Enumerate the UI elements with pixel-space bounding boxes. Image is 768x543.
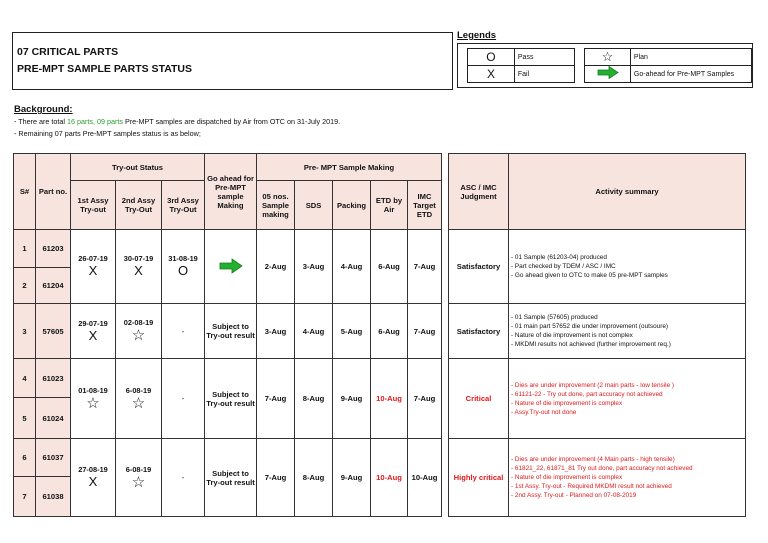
header-packing: Packing: [333, 181, 371, 230]
star-icon: ☆: [131, 473, 146, 491]
pass-mark: O: [177, 263, 189, 278]
header-nos: 05 nos. Sample making: [257, 181, 295, 230]
green-arrow-icon: [205, 230, 257, 304]
parts-status-table: [13, 153, 746, 517]
judgment: Satisfactory: [449, 304, 509, 359]
header-making: Pre- MPT Sample Making: [257, 154, 442, 181]
background-title: Background:: [14, 104, 73, 115]
pass-label: Pass: [514, 49, 574, 66]
title-line-2: PRE-MPT SAMPLE PARTS STATUS: [17, 63, 193, 75]
header-etd: ETD by Air: [371, 181, 408, 230]
judgment: Satisfactory: [449, 230, 509, 304]
header-goahead: Go ahead for Pre-MPT sample Making: [205, 154, 257, 230]
star-icon: ☆: [131, 327, 146, 344]
judgment: Critical: [449, 359, 509, 439]
table-row: 5 61024: [14, 398, 746, 439]
fail-mark: X: [134, 263, 143, 278]
table-row: 6 61037 27-08-19 X 6-08-19 ☆ - Subject to Try-out result 7-Aug 8-Aug 9-Aug 10-Aug 10-Aug Highly critical - Dies are under improvement (4 Main parts - high tensile) - 61821_22, 61871_81 Try out done, part accuracy not achieved - Nature of die improvement is complex - 1st Assy. Try-out - Required MKDMI result not achieved - 2nd Assy. Try-out - Planned on 07-08-2019: [14, 439, 746, 477]
header-activity: Activity summary: [509, 154, 746, 230]
activity-summary: - 01 Sample (61203-04) produced - Part checked by TDEM / ASC / IMC - Go ahead given to OTC to make 05 pre-MPT samples: [509, 230, 746, 304]
header-assy3: 3rd Assy Try-Out: [162, 181, 205, 230]
table-row: 2 61204: [14, 268, 746, 304]
header-judgment: ASC / IMC Judgment: [449, 154, 509, 230]
background-line-2: - Remaining 07 parts Pre-MPT samples status is as below;: [14, 129, 201, 138]
fail-symbol: X: [468, 66, 515, 83]
activity-summary: - Dies are under improvement (4 Main parts - high tensile) - 61821_22, 61871_81 Try out done, part accuracy not achieved - Nature of die improvement is complex - 1st Assy. Try-out - Required MKDMI result not achieved - 2nd Assy. Try-out - Planned on 07-08-2019: [509, 439, 746, 517]
fail-mark: X: [88, 263, 98, 278]
header-sds: SDS: [295, 181, 333, 230]
plan-label: Plan: [630, 49, 751, 66]
header-assy2: 2nd Assy Try-Out: [116, 181, 162, 230]
fail-mark: X: [88, 474, 98, 489]
table-row: 3 57605 29-07-19 X 02-08-19 ☆ - Subject to Try-out result 3-Aug 4-Aug 5-Aug 6-Aug 7-Aug Satisfactory - 01 Sample (57605) produced - 01 main part 57652 die under improvement (outsoure) - Nature of die improvement is not complex - MKDMI results not achieved (further improvement req.): [14, 304, 746, 359]
judgment: Highly critical: [449, 439, 509, 517]
header-imc: IMC Target ETD: [408, 181, 442, 230]
fail-label: Fail: [514, 66, 574, 83]
fail-mark: X: [88, 327, 98, 343]
go-ahead-label: Go-ahead for Pre-MPT Samples: [630, 66, 751, 83]
background-line-1: - There are total 16 parts, 09 parts Pre-MPT samples are dispatched by Air from OTC on 31-July 2019.: [14, 117, 341, 126]
legend-title: Legends: [457, 30, 497, 41]
header-sn: S#: [14, 154, 36, 230]
title-box: [12, 32, 453, 90]
header-tryout: Try-out Status: [71, 154, 205, 181]
star-icon: ☆: [131, 394, 146, 412]
legend-box: [457, 43, 753, 88]
green-arrow-icon: [585, 66, 631, 83]
pass-symbol: O: [468, 49, 515, 66]
title-line-1: 07 CRITICAL PARTS: [17, 46, 119, 58]
star-icon: ☆: [585, 49, 631, 66]
header-part: Part no.: [36, 154, 71, 230]
table-row: 1 61203 26-07-19 X 30-07-19 X 31-08-19 O 2-Aug 3-Aug 4-Aug 6-Aug 7-Aug Satisfactory - 01 Sample (61203-04) produced - Part checked by TDEM / ASC / IMC - Go ahead given to OTC to make 05 pre-MPT samples: [14, 230, 746, 268]
header-assy1: 1st Assy Try-out: [71, 181, 116, 230]
star-icon: ☆: [86, 394, 100, 412]
table-row: 7 61038: [14, 477, 746, 517]
activity-summary: - 01 Sample (57605) produced - 01 main part 57652 die under improvement (outsoure) - Nature of die improvement is not complex - MKDMI results not achieved (further improvement req.): [509, 304, 746, 359]
parts-count: 16 parts, 09 parts: [67, 117, 123, 126]
table-row: 4 61023 01-08-19 ☆ 6-08-19 ☆ - Subject to Try-out result 7-Aug 8-Aug 9-Aug 10-Aug 7-Aug Critical - Dies are under improvement (2 main parts - low tensile ) - 61121-22 - Try out done, part accuracy not achieved - Nature of die improvement is complex - Assy.Try-out not done: [14, 359, 746, 398]
activity-summary: - Dies are under improvement (2 main parts - low tensile ) - 61121-22 - Try out done, part accuracy not achieved - Nature of die improvement is complex - Assy.Try-out not done: [509, 359, 746, 439]
